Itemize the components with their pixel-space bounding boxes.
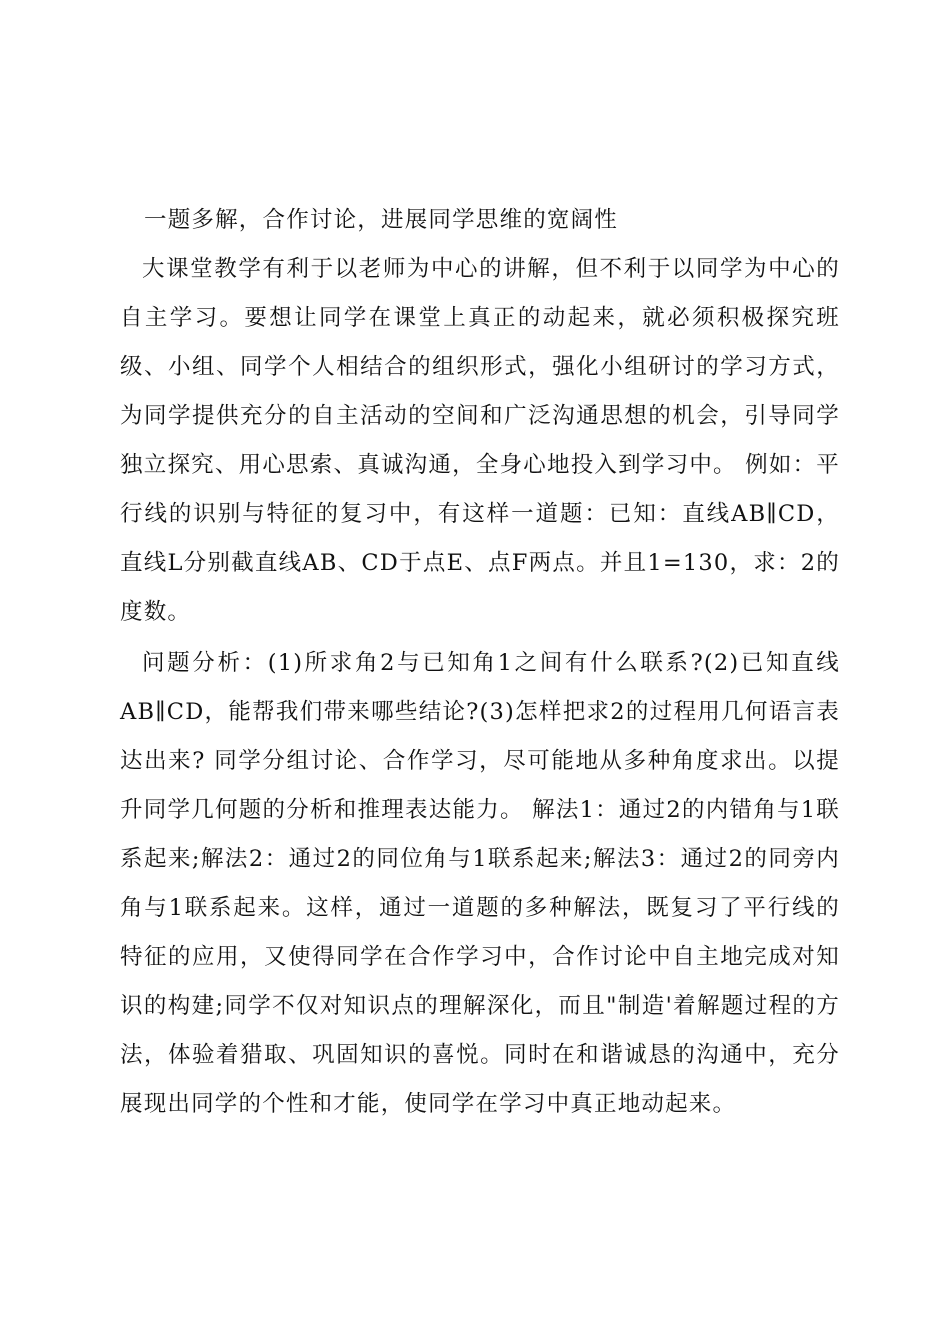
section-heading: 一题多解，合作讨论，进展同学思维的宽阔性 (144, 207, 619, 233)
document-body (120, 196, 840, 1129)
paragraph-analysis: 问题分析：(1)所求角2与已知角1之间有什么联系?(2)已知直线AB∥CD，能帮我们带来哪些结论?(3)怎样把求2的过程用几何语言表达出来? 同学分组讨论、合作学习，尽可能地从多种角度求出。以提升同学几何题的分析和推理表达能力。 解法1：通过2的内错角与1联系起来;解法2：通过2的同位角与1联系起来;解法3：通过2的同旁内角与1联系起来。这样，通过一道题的多种解法，既复习了平行线的特征的应用，又使得同学在合作学习中，合作讨论中自主地完成对知识的构建;同学不仅对知识点的理解深化，而且"制造'着解题过程的方法，体验着猎取、巩固知识的喜悦。同时在和谐诚恳的沟通中，充分展现出同学的个性和才能，使同学在学习中真正地动起来。 (120, 650, 840, 1117)
paragraph-intro: 大课堂教学有利于以老师为中心的讲解，但不利于以同学为中心的自主学习。要想让同学在课堂上真正的动起来，就必须积极探究班级、小组、同学个人相结合的组织形式，强化小组研讨的学习方式，为同学提供充分的自主活动的空间和广泛沟通思想的机会，引导同学独立探究、用心思索、真诚沟通，全身心地投入到学习中。 例如：平行线的识别与特征的复习中，有这样一道题：已知：直线AB∥CD，直线L分别截直线AB、CD于点E、点F两点。并且1=130，求：2的度数。 (120, 256, 840, 625)
